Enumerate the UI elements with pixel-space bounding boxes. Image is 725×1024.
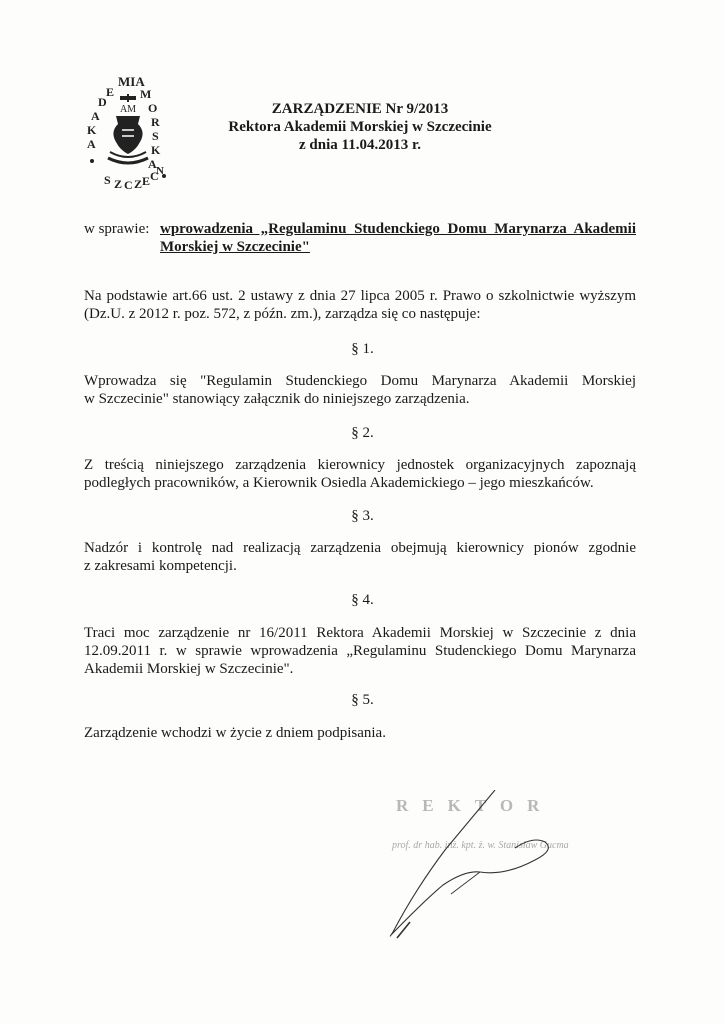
section-heading: § 2. — [351, 425, 374, 441]
academy-seal-logo — [78, 72, 178, 192]
subject-topic-line2: Morskiej w Szczecinie" — [160, 239, 310, 255]
handwritten-signature — [385, 790, 605, 940]
svg-text:Z: Z — [134, 177, 143, 191]
svg-text:R: R — [151, 115, 160, 129]
svg-text:S: S — [152, 129, 159, 143]
subject-label: w sprawie: — [84, 221, 150, 237]
svg-text:C: C — [124, 178, 133, 192]
svg-text:K: K — [87, 123, 97, 137]
intro-line: (Dz.U. z 2012 r. poz. 572, z późn. zm.), zarządza się co następuje: — [84, 306, 481, 322]
svg-text:S: S — [104, 173, 111, 187]
section-line: Akademii Morskiej w Szczecinie". — [84, 661, 294, 677]
document-title: ZARZĄDZENIE Nr 9/2013 — [271, 101, 449, 117]
svg-text:A: A — [148, 157, 157, 171]
section-paragraph — [84, 624, 636, 678]
svg-text:K: K — [151, 143, 161, 157]
subject-topic-line1: wprowadzenia „Regulaminu Studenckiego Domu Marynarza Akademii — [160, 221, 636, 237]
svg-text:C: C — [150, 169, 159, 183]
issue-date: z dnia 11.04.2013 r. — [299, 137, 421, 153]
issuer-line: Rektora Akademii Morskiej w Szczecinie — [228, 119, 492, 135]
section-heading: § 4. — [351, 592, 374, 608]
svg-text:AM: AM — [119, 104, 137, 115]
section-line: Zarządzenie wchodzi w życie z dniem podpisania. — [84, 725, 386, 741]
section-line: Nadzór i kontrolę nad realizacją zarządzenia obejmują kierownicy pionów zgodnie — [84, 540, 636, 556]
svg-text:D: D — [98, 95, 107, 109]
rector-stamp-title: REKTOR — [396, 796, 554, 815]
section-paragraph — [84, 724, 636, 742]
svg-text:Z: Z — [114, 177, 123, 191]
intro-paragraph — [84, 287, 636, 323]
section-paragraph — [84, 456, 636, 492]
section-heading: § 5. — [351, 692, 374, 708]
svg-text:E: E — [142, 174, 151, 188]
rector-stamp-name: prof. dr hab. inż. kpt. ż. w. Stanisław Gucma — [392, 840, 569, 851]
section-line: 12.09.2011 r. w sprawie wprowadzenia „Regulaminu Studenckiego Domu Marynarza — [84, 643, 636, 659]
svg-text:O: O — [148, 101, 158, 115]
intro-line: Na podstawie art.66 ust. 2 ustawy z dnia 27 lipca 2005 r. Prawo o szkolnictwie wyższym — [84, 288, 636, 304]
section-paragraph — [84, 372, 636, 408]
section-line: w Szczecinie" stanowiący załącznik do niniejszego zarządzenia. — [84, 391, 470, 407]
section-heading: § 1. — [351, 341, 374, 357]
section-line: z zakresami kompetencji. — [84, 558, 237, 574]
section-line: podległych pracowników, a Kierownik Osiedla Akademickiego – jego mieszkańców. — [84, 475, 594, 491]
svg-text:M: M — [140, 87, 152, 101]
document-header — [200, 100, 520, 154]
subject-block — [84, 220, 636, 256]
svg-text:A: A — [91, 109, 100, 123]
section-paragraph — [84, 539, 636, 575]
section-heading: § 3. — [351, 508, 374, 524]
section-line: Traci moc zarządzenie nr 16/2011 Rektora Akademii Morskiej w Szczecinie z dnia — [84, 625, 636, 641]
section-line: Wprowadza się "Regulamin Studenckiego Domu Marynarza Akademii Morskiej — [84, 373, 636, 389]
section-line: Z treścią niniejszego zarządzenia kierownicy jednostek organizacyjnych zapoznają — [84, 457, 636, 473]
svg-text:MIA: MIA — [118, 74, 145, 89]
svg-text:E: E — [106, 85, 115, 99]
svg-text:A: A — [87, 137, 96, 151]
svg-text:N: N — [156, 165, 164, 177]
